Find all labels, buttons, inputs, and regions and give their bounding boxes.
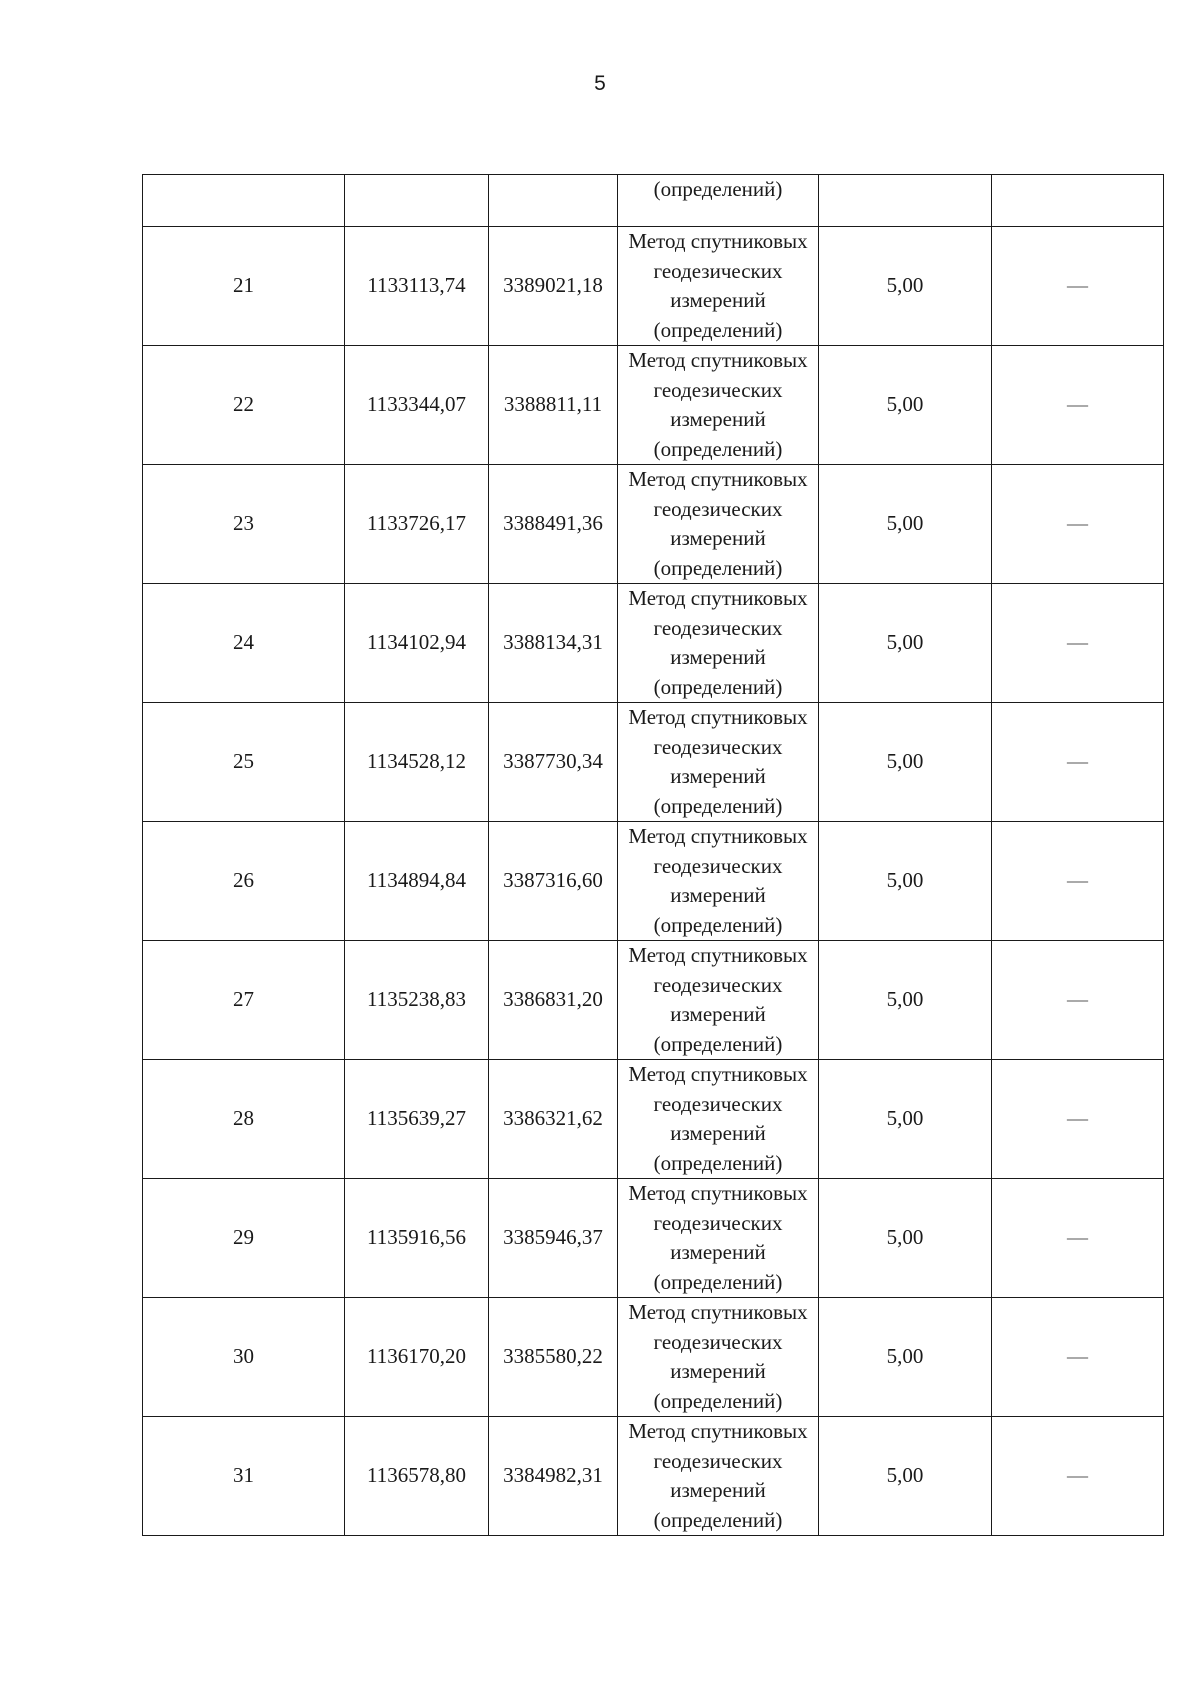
cell-accuracy: 5,00	[819, 227, 992, 346]
method-line: геодезических	[653, 1329, 783, 1354]
cell-accuracy	[819, 175, 992, 227]
cell-method	[618, 465, 819, 584]
cell-method	[618, 822, 819, 941]
method-line: (определений)	[653, 1031, 783, 1056]
cell-y-coordinate: 3385946,37	[489, 1179, 618, 1298]
method-line: (определений)	[653, 674, 783, 699]
cell-note: —	[992, 822, 1164, 941]
cell-y-coordinate: 3388134,31	[489, 584, 618, 703]
method-line: (определений)	[653, 555, 783, 580]
cell-y-coordinate: 3388811,11	[489, 346, 618, 465]
table-body	[143, 175, 1164, 1536]
cell-point-number: 22	[143, 346, 345, 465]
method-line: геодезических	[653, 853, 783, 878]
cell-point-number	[143, 175, 345, 227]
cell-method	[618, 346, 819, 465]
method-line: геодезических	[653, 615, 783, 640]
cell-point-number: 26	[143, 822, 345, 941]
page-number: 5	[594, 72, 606, 95]
method-line: измерений	[670, 288, 766, 312]
cell-method	[618, 1060, 819, 1179]
cell-x-coordinate: 1136170,20	[345, 1298, 489, 1417]
method-line: (определений)	[653, 317, 783, 342]
cell-accuracy: 5,00	[819, 822, 992, 941]
cell-method	[618, 1417, 819, 1536]
method-line: измерений	[670, 1478, 766, 1502]
method-line: Метод спутниковых	[628, 229, 808, 253]
method-line: (определений)	[653, 1150, 783, 1175]
cell-x-coordinate: 1134894,84	[345, 822, 489, 941]
cell-x-coordinate: 1136578,80	[345, 1417, 489, 1536]
method-line: геодезических	[653, 258, 783, 283]
cell-note: —	[992, 465, 1164, 584]
cell-accuracy: 5,00	[819, 346, 992, 465]
method-line: Метод спутниковых	[628, 467, 808, 491]
cell-note: —	[992, 703, 1164, 822]
table-row	[143, 1060, 1164, 1179]
method-line: Метод спутниковых	[628, 1300, 808, 1324]
cell-note: —	[992, 1060, 1164, 1179]
method-line: Метод спутниковых	[628, 348, 808, 372]
cell-y-coordinate: 3384982,31	[489, 1417, 618, 1536]
cell-note: —	[992, 346, 1164, 465]
cell-method	[618, 1179, 819, 1298]
cell-y-coordinate: 3387730,34	[489, 703, 618, 822]
method-line: Метод спутниковых	[628, 1062, 808, 1086]
cell-accuracy: 5,00	[819, 1179, 992, 1298]
cell-method	[618, 941, 819, 1060]
method-line: измерений	[670, 526, 766, 550]
table-row	[143, 584, 1164, 703]
cell-x-coordinate: 1134102,94	[345, 584, 489, 703]
cell-point-number: 29	[143, 1179, 345, 1298]
cell-method	[618, 584, 819, 703]
cell-y-coordinate: 3387316,60	[489, 822, 618, 941]
cell-y-coordinate: 3386831,20	[489, 941, 618, 1060]
cell-note: —	[992, 941, 1164, 1060]
cell-accuracy: 5,00	[819, 1417, 992, 1536]
cell-point-number: 31	[143, 1417, 345, 1536]
table-row	[143, 703, 1164, 822]
method-line: измерений	[670, 1121, 766, 1145]
cell-note: —	[992, 584, 1164, 703]
method-line: Метод спутниковых	[628, 1419, 808, 1443]
cell-y-coordinate: 3388491,36	[489, 465, 618, 584]
method-line: измерений	[670, 1002, 766, 1026]
cell-accuracy: 5,00	[819, 584, 992, 703]
cell-x-coordinate	[345, 175, 489, 227]
method-line: (определений)	[653, 793, 783, 818]
table-row-continuation	[143, 175, 1164, 227]
method-line: геодезических	[653, 734, 783, 759]
method-line: (определений)	[653, 1507, 783, 1532]
cell-method	[618, 703, 819, 822]
cell-x-coordinate: 1133726,17	[345, 465, 489, 584]
method-line: (определений)	[653, 912, 783, 937]
cell-note: —	[992, 227, 1164, 346]
method-line: геодезических	[653, 1448, 783, 1473]
method-line: Метод спутниковых	[628, 943, 808, 967]
cell-note: —	[992, 1298, 1164, 1417]
cell-accuracy: 5,00	[819, 1060, 992, 1179]
method-line: измерений	[670, 764, 766, 788]
table-row	[143, 1298, 1164, 1417]
cell-x-coordinate: 1135238,83	[345, 941, 489, 1060]
cell-note: —	[992, 1179, 1164, 1298]
method-line: (определений)	[653, 1388, 783, 1413]
cell-accuracy: 5,00	[819, 703, 992, 822]
method-line: геодезических	[653, 496, 783, 521]
method-line: измерений	[670, 407, 766, 431]
cell-y-coordinate: 3385580,22	[489, 1298, 618, 1417]
cell-point-number: 21	[143, 227, 345, 346]
cell-x-coordinate: 1133113,74	[345, 227, 489, 346]
cell-y-coordinate: 3386321,62	[489, 1060, 618, 1179]
cell-point-number: 30	[143, 1298, 345, 1417]
method-line: Метод спутниковых	[628, 1181, 808, 1205]
cell-method	[618, 1298, 819, 1417]
cell-point-number: 24	[143, 584, 345, 703]
method-line: Метод спутниковых	[628, 586, 808, 610]
table-row	[143, 822, 1164, 941]
cell-method: (определений)	[618, 175, 819, 227]
cell-point-number: 27	[143, 941, 345, 1060]
method-line: измерений	[670, 883, 766, 907]
cell-x-coordinate: 1134528,12	[345, 703, 489, 822]
cell-note: —	[992, 1417, 1164, 1536]
cell-y-coordinate	[489, 175, 618, 227]
table-row	[143, 346, 1164, 465]
table-row	[143, 1179, 1164, 1298]
cell-y-coordinate: 3389021,18	[489, 227, 618, 346]
method-line: измерений	[670, 1240, 766, 1264]
method-line: геодезических	[653, 1091, 783, 1116]
table-row	[143, 227, 1164, 346]
method-line: измерений	[670, 645, 766, 669]
cell-method	[618, 227, 819, 346]
table-row	[143, 465, 1164, 584]
method-line: (определений)	[653, 1269, 783, 1294]
method-line: (определений)	[653, 436, 783, 461]
table-row	[143, 941, 1164, 1060]
cell-accuracy: 5,00	[819, 941, 992, 1060]
table-row	[143, 1417, 1164, 1536]
method-line: Метод спутниковых	[628, 705, 808, 729]
cell-x-coordinate: 1133344,07	[345, 346, 489, 465]
cell-x-coordinate: 1135916,56	[345, 1179, 489, 1298]
cell-x-coordinate: 1135639,27	[345, 1060, 489, 1179]
cell-point-number: 25	[143, 703, 345, 822]
method-line: измерений	[670, 1359, 766, 1383]
method-line: геодезических	[653, 1210, 783, 1235]
cell-accuracy: 5,00	[819, 1298, 992, 1417]
method-line: геодезических	[653, 377, 783, 402]
method-line: Метод спутниковых	[628, 824, 808, 848]
cell-point-number: 23	[143, 465, 345, 584]
coordinates-table	[142, 174, 1164, 1536]
cell-note	[992, 175, 1164, 227]
cell-point-number: 28	[143, 1060, 345, 1179]
method-line: геодезических	[653, 972, 783, 997]
cell-accuracy: 5,00	[819, 465, 992, 584]
